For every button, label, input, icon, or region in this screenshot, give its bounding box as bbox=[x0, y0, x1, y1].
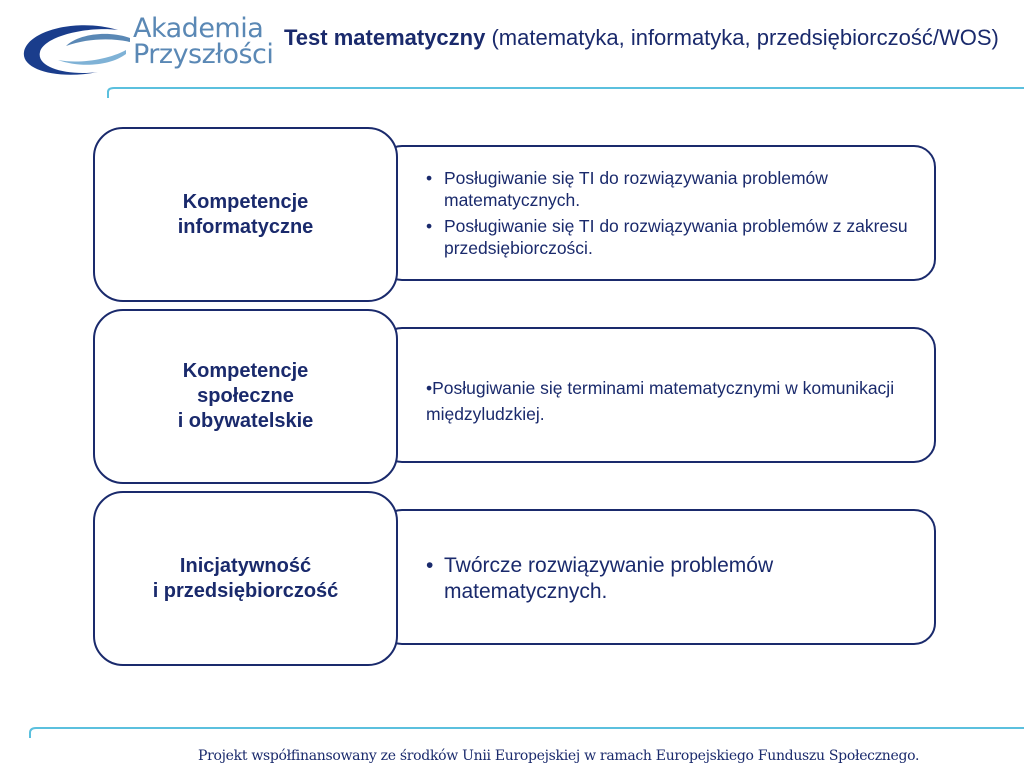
description-content bbox=[422, 167, 922, 263]
bullet-marker: • bbox=[426, 554, 434, 577]
competency-label bbox=[93, 309, 398, 484]
list-item bbox=[422, 553, 922, 605]
bullet-text: Twórcze rozwiązywanie problemów matematycznych. bbox=[444, 554, 774, 603]
label-line: społeczne bbox=[197, 385, 294, 407]
logo-line-1: Akademia bbox=[133, 13, 264, 44]
description-content bbox=[422, 553, 922, 609]
logo-line-2: Przyszłości bbox=[133, 39, 274, 70]
bullet-text: Posługiwanie się TI do rozwiązywania problemów z zakresu przedsiębiorczości. bbox=[444, 216, 908, 258]
list-item bbox=[422, 167, 922, 211]
description-paragraph: •Posługiwanie się terminami matematycznymi w komunikacji międzyludzkiej. bbox=[426, 378, 895, 424]
label-line: Kompetencje bbox=[182, 190, 309, 213]
footer-text: Projekt współfinansowany ze środków Unii Europejskiej w ramach Europejskiego Funduszu Społecznego. bbox=[198, 748, 920, 764]
description-content bbox=[426, 375, 926, 427]
logo-text bbox=[133, 13, 274, 70]
logo bbox=[18, 12, 274, 82]
description-box bbox=[380, 145, 936, 281]
label-line: i obywatelskie bbox=[177, 410, 314, 432]
label-line: informatyczne bbox=[177, 215, 314, 238]
list-item bbox=[422, 215, 922, 259]
competency-label bbox=[93, 127, 398, 302]
label-line: i przedsiębiorczość bbox=[152, 579, 339, 602]
page-title-normal: (matematyka, informatyka, przedsiębiorczość/WOS) bbox=[485, 25, 999, 50]
footer-divider bbox=[0, 724, 1024, 738]
description-box bbox=[380, 327, 936, 463]
label-line: Inicjatywność bbox=[179, 554, 312, 577]
bullet-marker: • bbox=[426, 216, 433, 236]
label-line: Kompetencje bbox=[182, 360, 309, 382]
competency-row-social bbox=[0, 309, 1024, 484]
bullet-text: Posługiwanie się TI do rozwiązywania problemów matematycznych. bbox=[444, 168, 828, 210]
bullet-list bbox=[422, 553, 922, 605]
bullet-marker: • bbox=[426, 168, 433, 188]
page-title bbox=[284, 24, 1004, 52]
swoosh-logo-icon bbox=[18, 20, 133, 80]
competency-label bbox=[93, 491, 398, 666]
header-divider bbox=[0, 86, 1024, 98]
page-title-bold: Test matematyczny bbox=[284, 25, 486, 50]
description-box bbox=[380, 509, 936, 645]
competency-row-informatics bbox=[0, 127, 1024, 302]
competency-row-entrepreneurship bbox=[0, 491, 1024, 666]
bullet-list bbox=[422, 167, 922, 259]
